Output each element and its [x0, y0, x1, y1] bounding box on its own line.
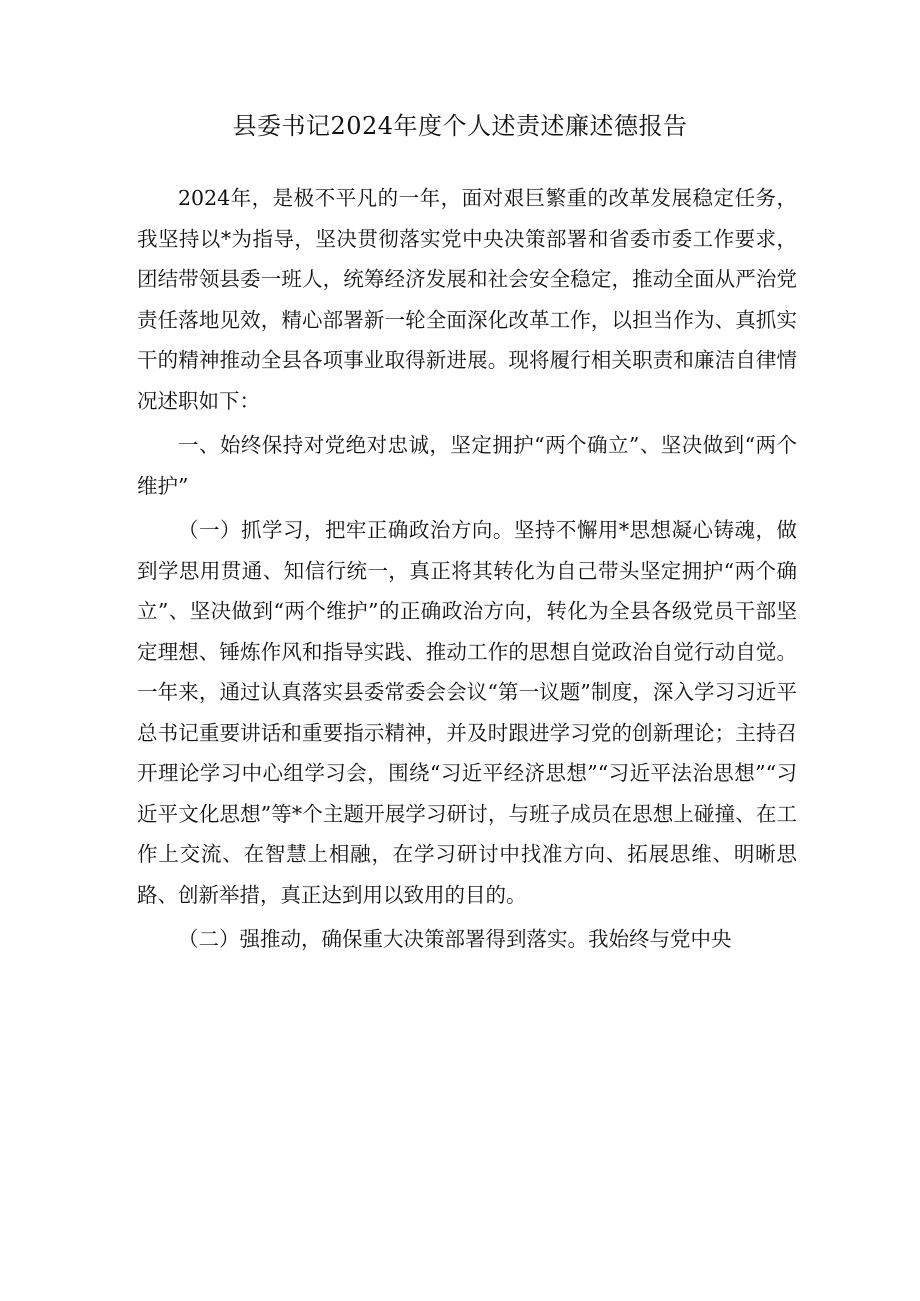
section-heading-1: 一、始终保持对党绝对忠诚，坚定拥护“两个确立”、坚决做到“两个维护” [137, 433, 797, 498]
document-title: 县委书记2024年度个人述责述廉述德报告 [232, 112, 688, 140]
intro-paragraph: 2024年，是极不平凡的一年，面对艰巨繁重的改革发展稳定任务，我坚持以*为指导，坚决贯彻落实党中央决策部署和省委市委工作要求，团结带领县委一班人，统筹经济发展和社会安全稳定，推动全面从严治党责任落地见效，精心部署新一轮全面深化改革工作，以担当作为、真抓实干的精神推动全县各项事业取得新进展。现将履行相关职责和廉洁自律情况述职如下： [137, 186, 797, 413]
subsection-paragraph-2: （二）强推动，确保重大决策部署得到落实。我始终与党中央 [178, 927, 732, 951]
document-body [137, 178, 797, 960]
subsection-paragraph-1: （一）抓学习，把牢正确政治方向。坚持不懈用*思想凝心铸魂，做到学思用贯通、知信行统一，真正将其转化为自己带头坚定拥护“两个确立”、坚决做到“两个维护”的正确政治方向，转化为全县各级党员干部坚定理想、锤炼作风和指导实践、推动工作的思想自觉政治自觉行动自觉。一年来，通过认真落实县委常委会会议“第一议题”制度，深入学习习近平总书记重要讲话和重要指示精神，并及时跟进学习党的创新理论；主持召开理论学习中心组学习会，围绕“习近平经济思想”“习近平法治思想”“习近平文化思想”等*个主题开展学习研讨，与班子成员在思想上碰撞、在工作上交流、在智慧上相融，在学习研讨中找准方向、拓展思维、明晰思路、创新举措，真正达到用以致用的目的。 [137, 518, 797, 907]
